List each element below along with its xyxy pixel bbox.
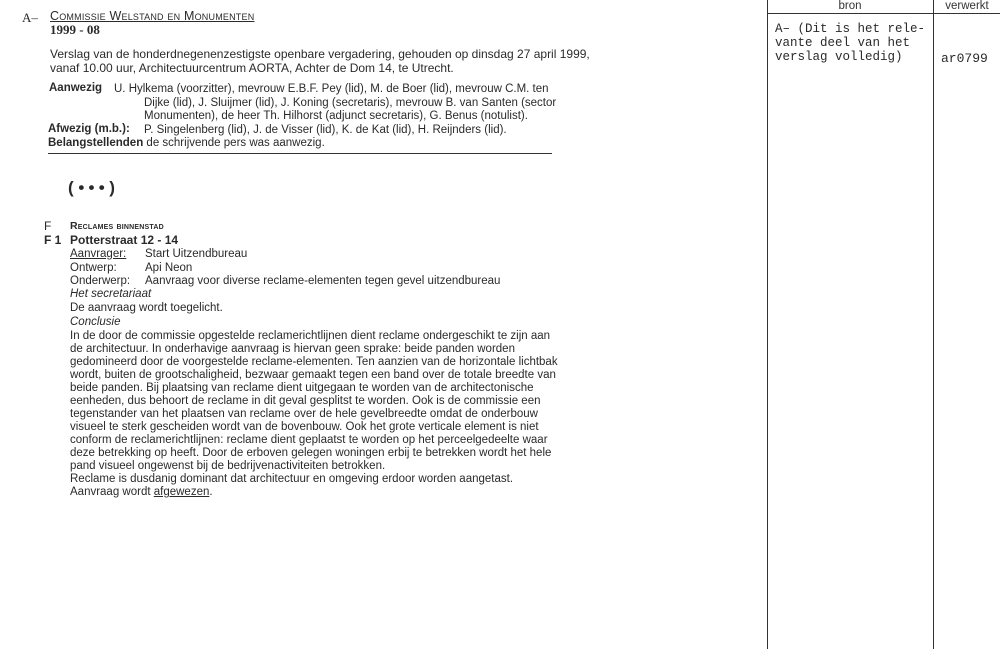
intro-line-1: Verslag van de honderdnegenenzestigste openbare vergadering, gehouden op dinsdag 27 april 1999, [50, 47, 590, 61]
design-value: Api Neon [145, 262, 193, 274]
conclusion-body [70, 330, 558, 499]
bron-note [775, 22, 925, 64]
section-title: Reclames binnenstad [70, 220, 164, 232]
conclusion-line: de architectuur. In onderhavige aanvraag is hiervan geen sprake: beide panden worden [70, 343, 515, 355]
item-code: F 1 [44, 233, 62, 247]
conclusion-line: visueel te sterk gescheiden wordt van de bovenbouw. Ook het grote verticale element is niet [70, 421, 539, 433]
decision-prefix: Aanvraag wordt [70, 486, 154, 498]
conclusion-line: tegenstander van het plaatsen van reclame over de hele gevelbreedte omdat de onderbouw [70, 408, 538, 420]
verwerkt-header: verwerkt [945, 0, 989, 12]
conclusion-line: gedomineerd door de voorgestelde reclame-elementen. Ten aanzien van de horizontale lichtbak [70, 356, 558, 368]
intro-line-2: vanaf 10.00 uur, Architectuurcentrum AORTA, Achter de Dom 14, te Utrecht. [50, 61, 454, 75]
omission-marker: (•••) [66, 180, 118, 199]
left-marker: A– [22, 10, 38, 25]
conclusion-heading: Conclusie [70, 316, 121, 328]
secretariat-heading: Het secretariaat [70, 288, 152, 300]
bron-note-line: A– (Dit is het rele- [775, 22, 926, 36]
column-divider-left [767, 0, 768, 649]
present-line-2: Dijke (lid), J. Sluijmer (lid), J. Koning (secretaris), mevrouw B. van Santen (sector [144, 97, 557, 109]
applicant-label: Aanvrager: [70, 248, 127, 260]
present-line-3: Monumenten), de heer Th. Hilhorst (adjunct secretaris), G. Benus (notulist). [144, 110, 528, 122]
present-label: Aanwezig [49, 82, 103, 94]
conclusion-line: conform de reclamerichtlijnen: reclame dient geplaatst te worden op het perceelgedeelte waar [70, 434, 548, 446]
conclusion-line: deze betrekking op heeft. Door de erboven gelegen woningen erbij te betrekken wordt het hele [70, 447, 552, 459]
secretariat-text: De aanvraag wordt toegelicht. [70, 302, 223, 314]
report-number: 1999 - 08 [50, 22, 100, 37]
decision-suffix: . [209, 486, 213, 498]
conclusion-line: wordt, buiten de grootschaligheid, bezwaar gemaakt tegen een band over de totale breedte van [70, 369, 556, 381]
bron-header: bron [838, 0, 862, 12]
column-header-rule [767, 13, 1000, 14]
interested-text: de schrijvende pers was aanwezig. [146, 137, 325, 149]
conclusion-line: In de door de commissie opgestelde reclamerichtlijnen dient reclame ondergeschikt te zijn aan [70, 330, 551, 342]
section-code: F [44, 219, 52, 233]
subject-label: Onderwerp: [70, 275, 131, 287]
conclusion-line: eenheden, dus behoort de reclame in dit geval gesplitst te worden. Ook is de commissie een [70, 395, 541, 407]
item-title: Potterstraat 12 - 14 [70, 233, 179, 247]
interested-label: Belangstellenden [48, 137, 144, 149]
interested-row [48, 137, 325, 150]
decision-word: afgewezen [153, 486, 210, 498]
conclusion-line: beide panden. Bij plaatsing van reclame dient uitgegaan te worden van de architectonische [70, 382, 534, 394]
subject-value: Aanvraag voor diverse reclame-elementen tegen gevel uitzendbureau [145, 275, 501, 287]
design-label: Ontwerp: [70, 262, 117, 274]
bron-note-line: verslag volledig) [775, 50, 903, 64]
absent-label: Afwezig (m.b.): [48, 123, 130, 135]
bron-note-line: vante deel van het [775, 36, 911, 50]
conclusion-line: Reclame is dusdanig dominant dat architectuur en omgeving erdoor worden aangetast. [70, 473, 514, 485]
conclusion-line: pand visueel ongewenst bij de bedrijvenactiviteiten betrokken. [70, 460, 386, 472]
present-line-1: U. Hylkema (voorzitter), mevrouw E.B.F. Pey (lid), M. de Boer (lid), mevrouw C.M. ten [114, 83, 549, 95]
absent-text: P. Singelenberg (lid), J. de Visser (lid), K. de Kat (lid), H. Reijnders (lid). [144, 124, 507, 136]
decision-line [70, 486, 558, 499]
column-divider-right [933, 0, 934, 649]
applicant-value: Start Uitzendbureau [145, 248, 248, 260]
committee-title: Commissie Welstand en Monumenten [50, 9, 255, 23]
verwerkt-code: ar0799 [941, 51, 988, 66]
header-rule [48, 153, 552, 154]
